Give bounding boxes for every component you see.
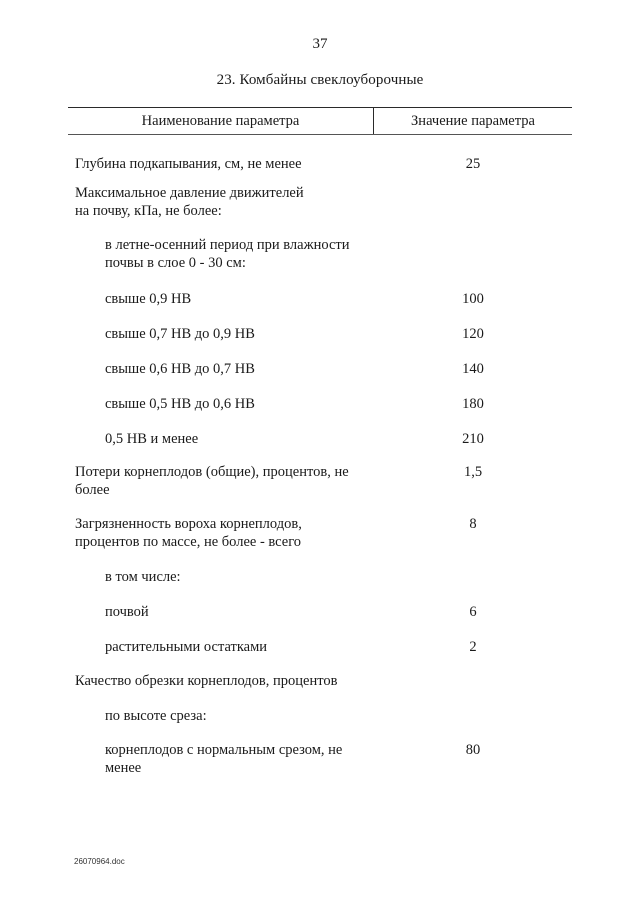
parameter-name: почвой — [105, 604, 149, 620]
parameter-name: свыше 0,9 НВ — [105, 291, 192, 307]
parameter-name: по высоте среза: — [105, 708, 207, 724]
table-title: 23. Комбайны свеклоуборочные — [216, 72, 424, 88]
parameter-name: Качество обрезки корнеплодов, процентов — [75, 673, 338, 689]
parameter-value: 25 — [465, 156, 481, 172]
header-name-cell: Наименование параметра — [141, 113, 300, 129]
parameter-name: Глубина подкапывания, см, не менее — [75, 156, 302, 172]
parameter-value: 2 — [469, 639, 477, 655]
parameter-name: в том числе: — [105, 569, 181, 585]
parameter-value: 100 — [462, 291, 484, 307]
parameter-name: Максимальное давление движителей на почву, кПа, не более: — [75, 185, 304, 219]
parameter-name: Потери корнеплодов (общие), процентов, не более — [75, 464, 349, 498]
parameter-name: 0,5 НВ и менее — [105, 431, 199, 447]
parameter-value: 8 — [469, 516, 477, 532]
parameter-value: 80 — [465, 742, 481, 758]
parameter-name: свыше 0,6 НВ до 0,7 НВ — [105, 361, 255, 377]
parameter-value: 140 — [462, 361, 484, 377]
footer-document-code: 26070964.doc — [74, 857, 125, 866]
parameter-value: 210 — [462, 431, 484, 447]
parameter-value: 120 — [462, 326, 484, 342]
parameter-value: 6 — [469, 604, 477, 620]
table-top-rule — [68, 107, 572, 108]
parameter-name: растительными остатками — [105, 639, 268, 655]
parameter-name: в летне-осенний период при влажности почвы в слое 0 - 30 см: — [105, 237, 350, 271]
header-value-cell: Значение параметра — [411, 113, 535, 129]
parameter-name: корнеплодов с нормальным срезом, не менее — [105, 742, 343, 776]
parameter-name: свыше 0,7 НВ до 0,9 НВ — [105, 326, 255, 342]
parameter-value: 180 — [462, 396, 484, 412]
page-number: 37 — [312, 36, 328, 52]
parameter-name: свыше 0,5 НВ до 0,6 НВ — [105, 396, 255, 412]
parameter-name: Загрязненность вороха корнеплодов, процентов по массе, не более - всего — [75, 516, 302, 550]
table-header-bottom-rule — [68, 134, 572, 135]
parameter-value: 1,5 — [463, 464, 483, 480]
